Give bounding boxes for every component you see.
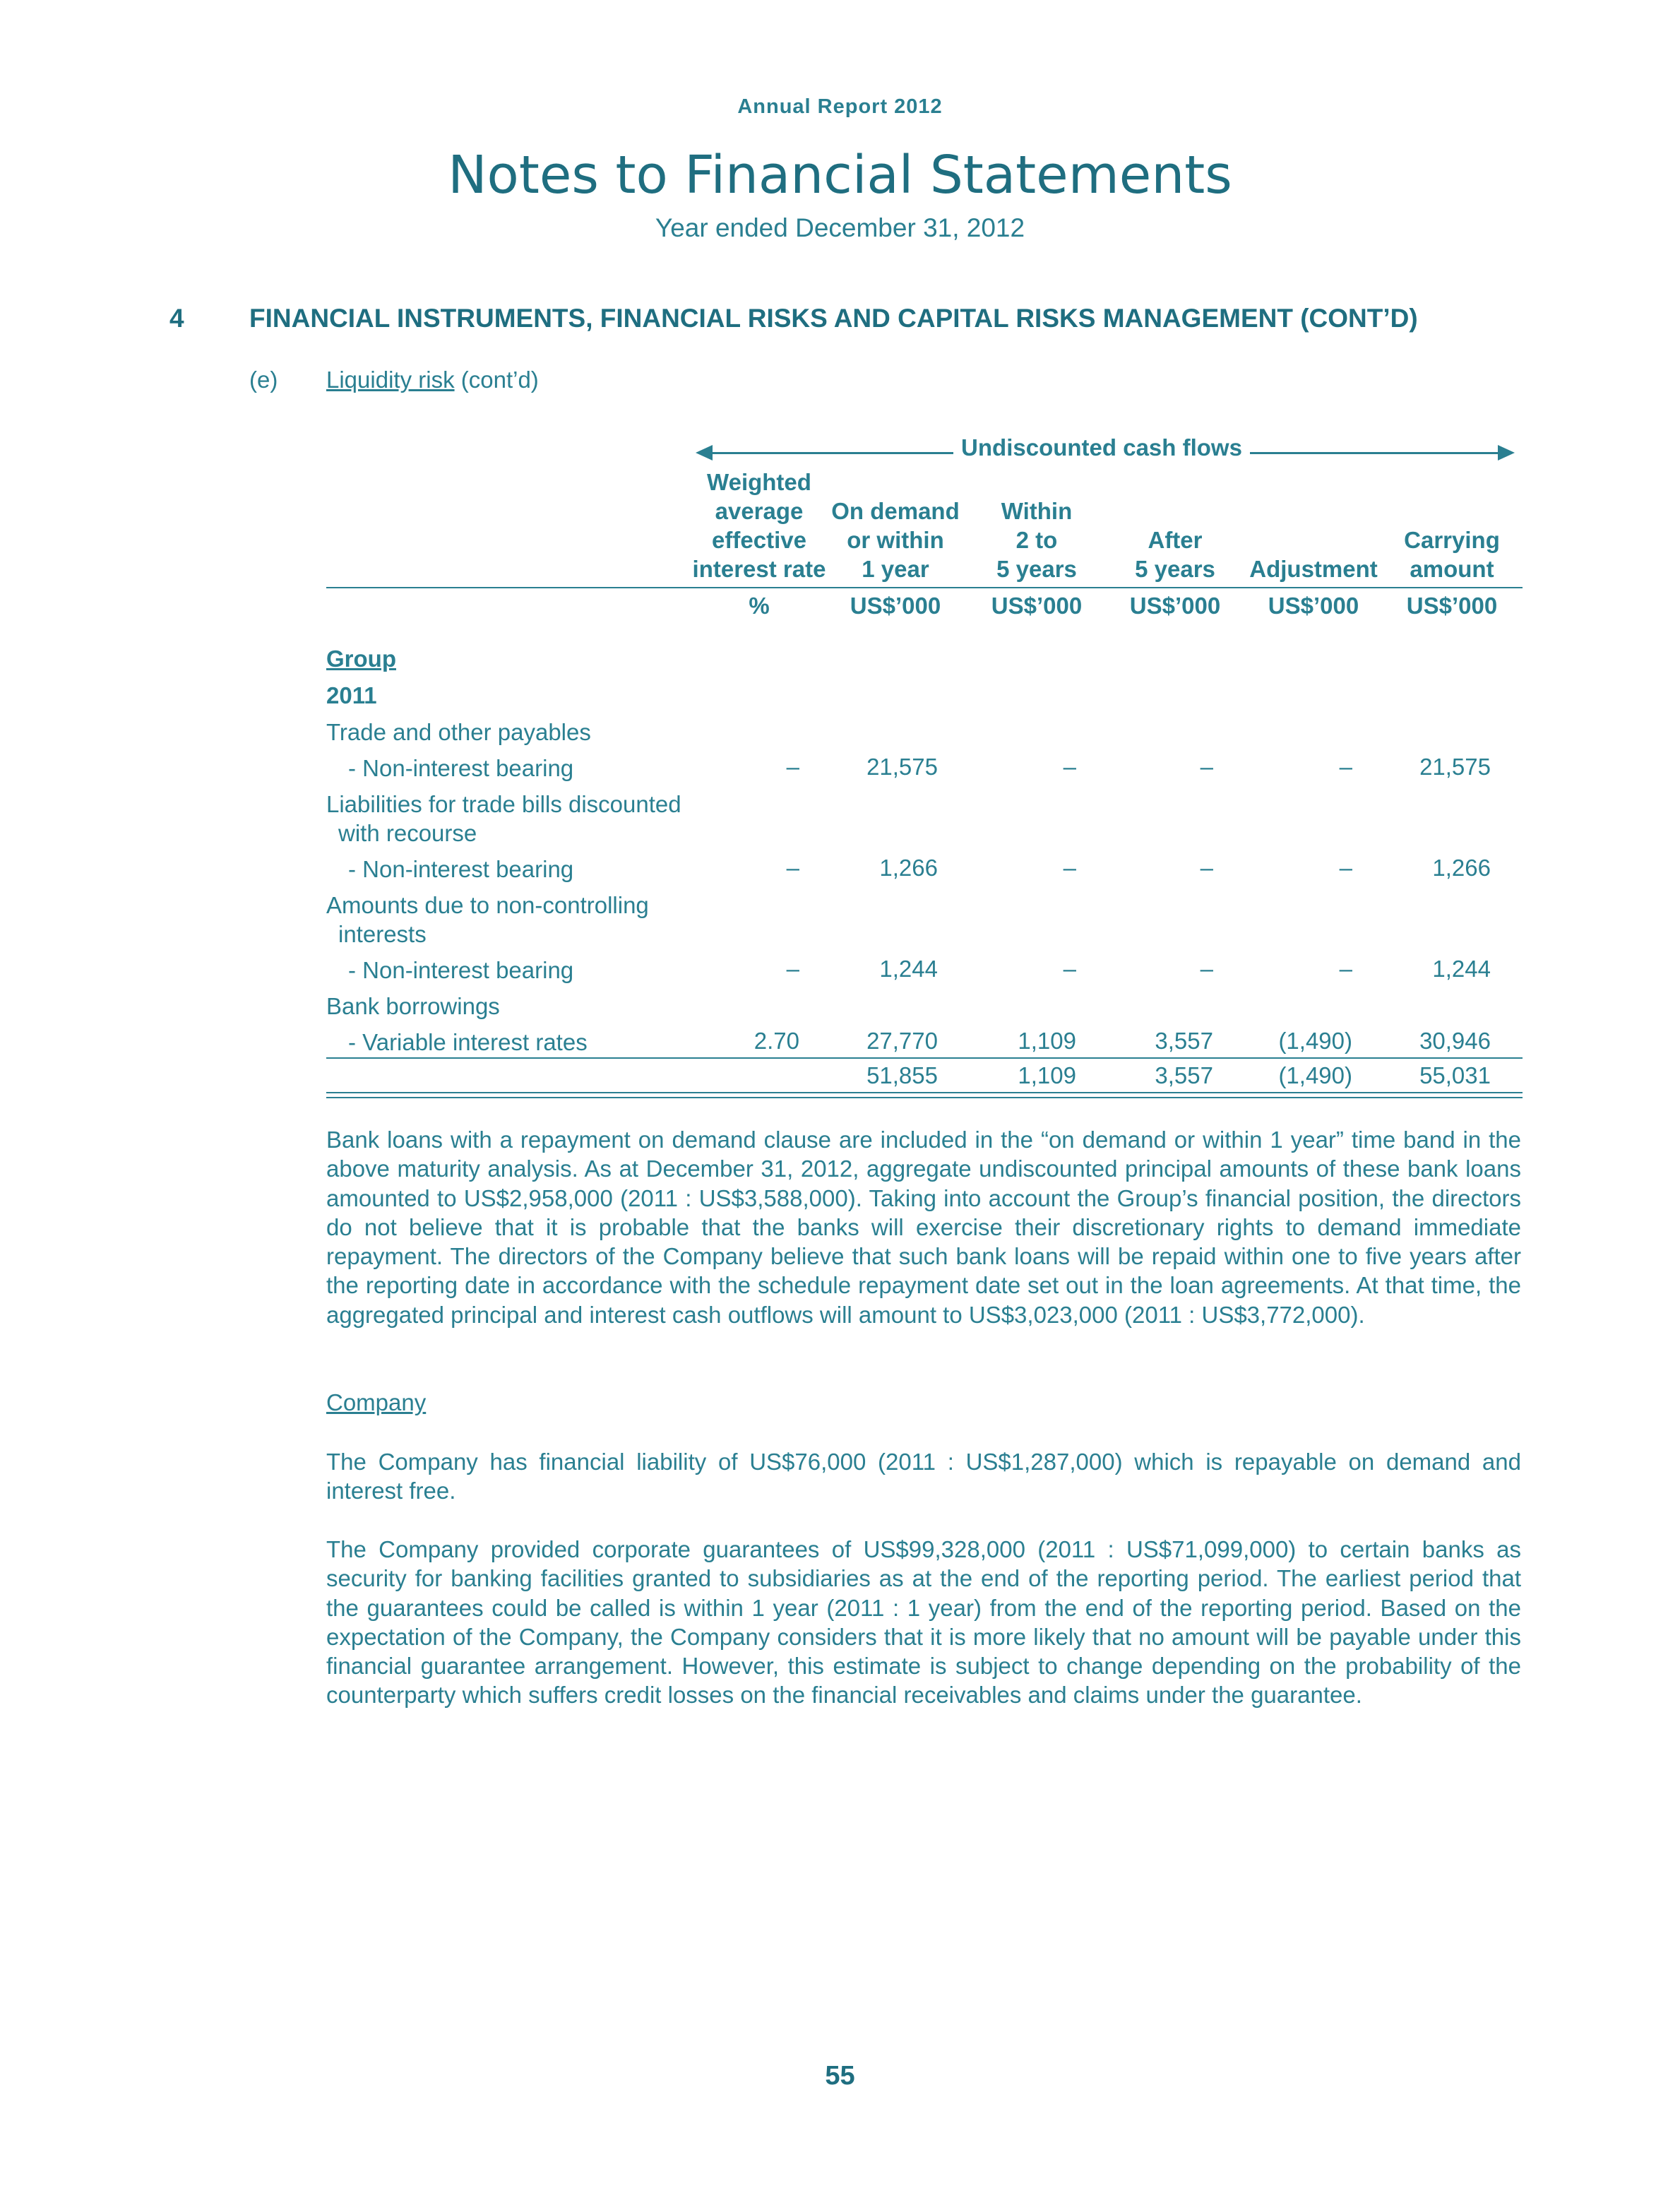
table-cell: 21,575 (1419, 754, 1491, 780)
col-head-adjustment: Adjustment (1249, 556, 1378, 582)
table-cell: – (1063, 855, 1076, 881)
company-heading: Company (326, 1389, 427, 1415)
span-label: Undiscounted cash flows (961, 434, 1242, 461)
table-cell: – (1063, 754, 1076, 780)
table-cell: – (1063, 956, 1076, 982)
page-number: 55 (825, 2061, 855, 2091)
span-line-left (710, 452, 953, 454)
table-cell: – (786, 855, 799, 881)
row-label: Bank borrowings (326, 993, 500, 1019)
table-cell: – (786, 754, 799, 780)
bank-loans-paragraph: Bank loans with a repayment on demand clause are included in the “on demand or within 1 year” time band in the above maturity analysis. As at December 31, 2012, aggregate undiscounted principal amounts of these bank loans amounted to US$2,958,000 (2011 : US$3,588,000). Taking into account the Group’s financial position, the directors do not believe that it is probable that the banks will exercise their discretionary rights to demand immediate repayment. The directors of the Company believe that such bank loans will be repaid within one to five years after the reporting date in accordance with the schedule repayment date set out in the loan agreements. At that time, the aggregated principal and interest cash outflows will amount to US$3,023,000 (2011 : US$3,772,000). (326, 1127, 1521, 1328)
unit-on-demand: US$’000 (850, 593, 941, 619)
table-cell: 1,244 (879, 956, 938, 982)
group-heading: Group (326, 646, 396, 672)
total-cell: (1,490) (1278, 1062, 1352, 1088)
guarantees-paragraph: The Company provided corporate guarantees of US$99,328,000 (2011 : US$71,099,000) to certain banks as security for banking facilities granted to subsidiaries as at the end of the reporting period. The earliest period that the guarantees could be called is within 1 year (2011 : 1 year) from the end of the reporting period. Based on the expectation of the Company, the Company considers that it is more likely that no amount will be payable under this financial guarantee arrangement. However, this estimate is subject to change depending on the probability of the counterparty which suffers credit losses on the financial receivables and claims under the guarantee. (326, 1536, 1521, 1709)
table-cell: – (786, 956, 799, 982)
unit-adjustment: US$’000 (1268, 593, 1359, 619)
table-cell: 1,109 (1018, 1028, 1076, 1054)
year-heading: 2011 (326, 682, 377, 708)
table-cell: 30,946 (1419, 1028, 1491, 1054)
col-head-after-5: After 5 years (1135, 527, 1215, 582)
unit-percent: % (749, 593, 770, 619)
report-label: Annual Report 2012 (737, 95, 943, 118)
subtotal-rule (326, 1057, 1523, 1059)
col-head-carrying: Carrying amount (1404, 527, 1500, 582)
col-head-within-2-5: Within 2 to 5 years (996, 498, 1077, 582)
total-cell: 55,031 (1419, 1062, 1491, 1088)
total-cell: 1,109 (1018, 1062, 1076, 1088)
span-line-right (1250, 452, 1501, 454)
table-cell: 1,266 (1432, 855, 1491, 881)
row-label: Trade and other payables (326, 719, 591, 745)
table-cell: 3,557 (1155, 1028, 1213, 1054)
row-label: - Non-interest bearing (348, 755, 574, 781)
table-cell: (1,490) (1278, 1028, 1352, 1054)
table-cell: 1,266 (879, 855, 938, 881)
subsection-title-rest: (cont’d) (454, 367, 539, 393)
row-label: - Non-interest bearing (348, 957, 574, 983)
header-rule (326, 587, 1523, 588)
col-head-on-demand: On demand or within 1 year (831, 498, 960, 582)
page-title: Notes to Financial Statements (448, 145, 1232, 206)
unit-after: US$’000 (1129, 593, 1221, 619)
section-title: FINANCIAL INSTRUMENTS, FINANCIAL RISKS AND CAPITAL RISKS MANAGEMENT (CONT’D) (249, 304, 1418, 333)
col-head-interest-rate: Weighted average effective interest rate (692, 469, 826, 582)
subsection-label: (e) (249, 367, 278, 393)
row-label: interests (338, 921, 427, 947)
table-cell: 2.70 (753, 1028, 799, 1054)
row-label: - Non-interest bearing (348, 856, 574, 882)
total-rule-1 (326, 1092, 1523, 1093)
row-label: Liabilities for trade bills discounted (326, 791, 681, 817)
unit-carrying: US$’000 (1406, 593, 1498, 619)
arrow-right-icon (1498, 445, 1515, 461)
subsection-title-underlined: Liquidity risk (326, 367, 455, 393)
table-cell: – (1200, 855, 1213, 881)
table-cell: 21,575 (866, 754, 938, 780)
total-cell: 51,855 (866, 1062, 938, 1088)
row-label: Amounts due to non-controlling (326, 892, 649, 918)
total-rule-2 (326, 1097, 1523, 1098)
subsection-title (326, 367, 539, 393)
table-cell: – (1200, 754, 1213, 780)
total-cell: 3,557 (1155, 1062, 1213, 1088)
page-subtitle: Year ended December 31, 2012 (655, 213, 1025, 242)
row-label: with recourse (338, 820, 477, 846)
table-cell: – (1200, 956, 1213, 982)
section-number: 4 (169, 304, 184, 333)
company-liability-paragraph: The Company has financial liability of US$76,000 (2011 : US$1,287,000) which is repayable on demand and interest free. (326, 1449, 1521, 1504)
table-cell: 27,770 (866, 1028, 938, 1054)
table-cell: – (1339, 754, 1352, 780)
table-cell: – (1339, 956, 1352, 982)
unit-within: US$’000 (991, 593, 1083, 619)
table-cell: – (1339, 855, 1352, 881)
table-cell: 1,244 (1432, 956, 1491, 982)
row-label: - Variable interest rates (348, 1029, 588, 1055)
